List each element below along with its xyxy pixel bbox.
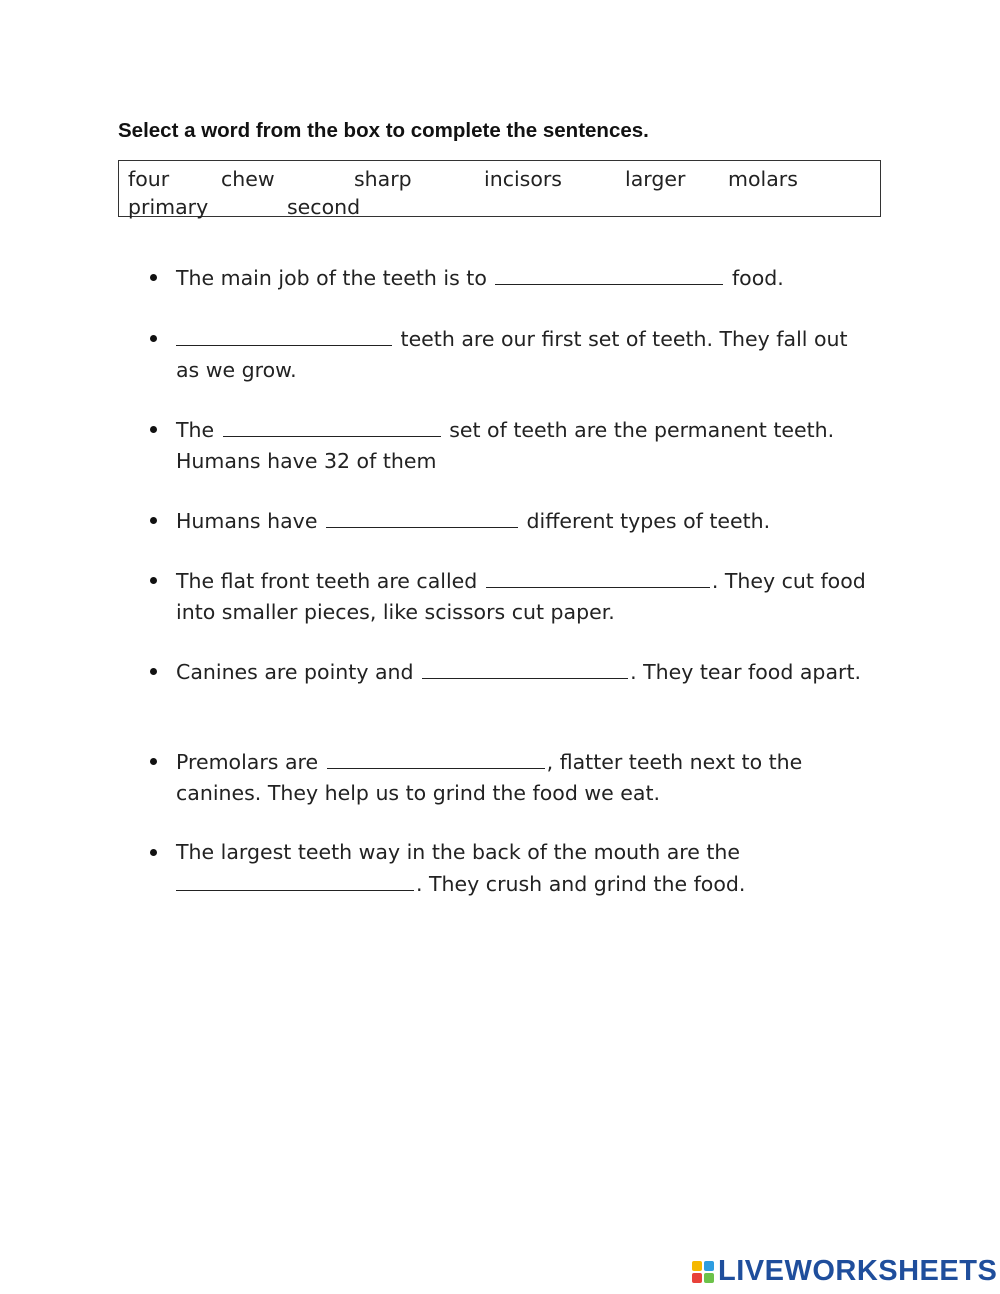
sentence-item	[150, 505, 870, 537]
logo-text: LIVEWORKSHEETS	[718, 1255, 998, 1287]
sentence-text-before: Premolars are	[176, 750, 319, 774]
sentence-text-after: teeth are our first set of teeth. They fall out as we grow.	[176, 327, 848, 382]
sentence-text-before: The flat front teeth are called	[176, 569, 478, 593]
sentence-text-after: . They cut food into smaller pieces, like scissors cut paper.	[176, 569, 866, 624]
sentence-text-before: The	[176, 418, 215, 442]
answer-blank[interactable]	[176, 323, 392, 346]
sentence-item	[150, 262, 870, 294]
sentence-item	[150, 656, 870, 688]
word-bank-box	[118, 160, 881, 217]
word-bank-item: second	[287, 195, 361, 219]
word-bank-item: molars	[728, 167, 798, 191]
sentence-text-after: food.	[731, 266, 784, 290]
answer-blank[interactable]	[223, 414, 441, 437]
sentence-text-after: . They tear food apart.	[630, 660, 861, 684]
word-bank-item: incisors	[484, 167, 562, 191]
bullet-icon	[150, 668, 157, 675]
sentence-text-before: Canines are pointy and	[176, 660, 414, 684]
word-bank-item: chew	[221, 167, 275, 191]
bullet-icon	[150, 335, 157, 342]
word-bank-item: sharp	[354, 167, 412, 191]
bullet-icon	[150, 426, 157, 433]
sentence-text-before: The largest teeth way in the back of the mouth are the	[176, 840, 741, 864]
sentence-text-after: , flatter teeth next to the canines. They help us to grind the food we eat.	[176, 750, 803, 805]
answer-blank[interactable]	[495, 262, 723, 285]
bullet-icon	[150, 577, 157, 584]
answer-blank[interactable]	[327, 746, 545, 769]
liveworksheets-logo	[692, 1255, 997, 1288]
answer-blank[interactable]	[422, 656, 628, 679]
word-bank-item: four	[128, 167, 170, 191]
bullet-icon	[150, 274, 157, 281]
sentence-item	[150, 414, 870, 476]
word-bank-item: larger	[625, 167, 686, 191]
instruction-heading: Select a word from the box to complete the sentences.	[118, 119, 649, 142]
sentence-text-before: Humans have	[176, 509, 318, 533]
sentence-text-after: . They crush and grind the food.	[416, 871, 746, 896]
answer-blank[interactable]	[326, 505, 518, 528]
word-bank-item: primary	[128, 195, 209, 219]
bullet-icon	[150, 517, 157, 524]
sentence-text-after: set of teeth are the permanent teeth. Humans have 32 of them	[176, 418, 835, 473]
bullet-icon	[150, 758, 157, 765]
bullet-icon	[150, 849, 157, 856]
sentence-item	[150, 565, 870, 627]
sentence-item	[150, 323, 870, 385]
answer-blank[interactable]	[176, 868, 414, 891]
sentence-text-before: The main job of the teeth is to	[176, 266, 487, 290]
sentence-item	[150, 746, 870, 808]
sentence-text-after: different types of teeth.	[526, 509, 771, 533]
answer-blank[interactable]	[486, 565, 710, 588]
logo-tiles-icon	[692, 1261, 714, 1283]
sentence-item	[150, 837, 870, 899]
